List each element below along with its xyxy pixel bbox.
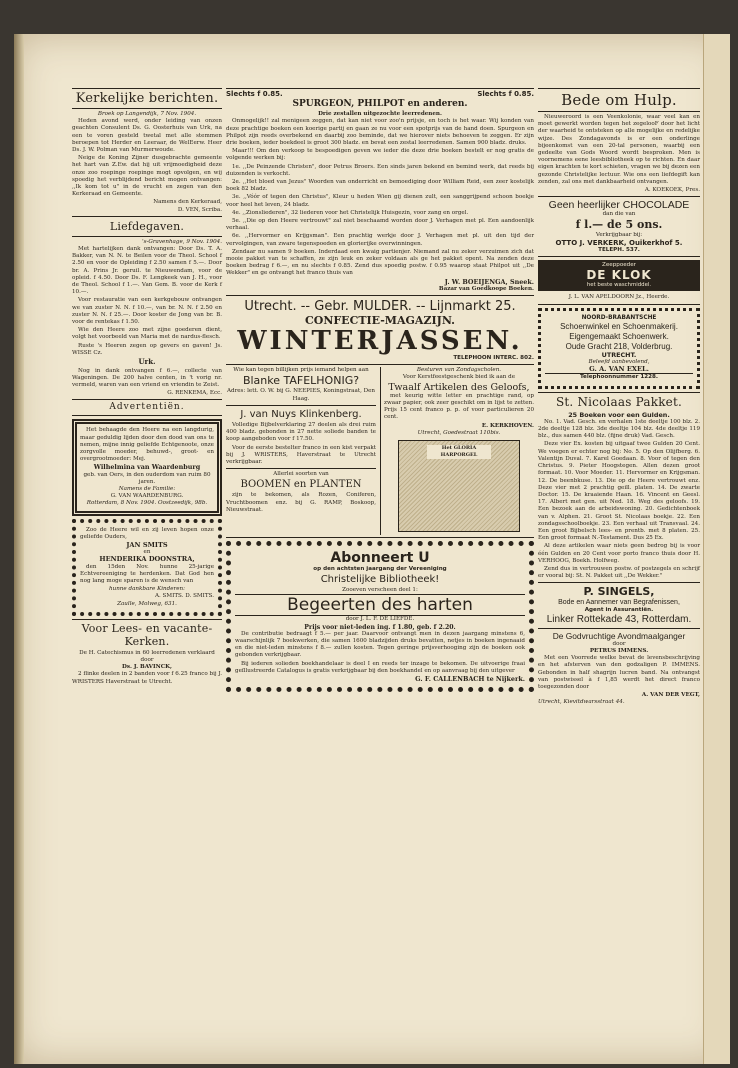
spurgeon-subheading: Drie zestallen uitgezochte leerredenen.: [318, 111, 442, 118]
price-banner: [226, 91, 534, 98]
nb-note: Beleefd aanbevolend,: [588, 359, 650, 366]
divider: [538, 256, 700, 257]
kerk-heading: Kerkelijke berichten.: [75, 91, 219, 106]
anniversary-en: en: [143, 549, 151, 556]
nicolaas-text3: Al deze artikelen waar niets geen bedrog bij is voor één Gulden en 20 Cent voor porto franco thuis door H. VERHOOG, Boekh. Holfweg.: [538, 543, 700, 564]
column-middle: [226, 86, 534, 695]
mulder-telephone: TELEPHOON INTERC. 802.: [453, 355, 534, 362]
divider: [226, 88, 534, 89]
anniversary-place: Zaulle, Molweg, 631.: [117, 600, 177, 607]
nb-address: Oude Gracht 218, Volderbrug.: [565, 341, 673, 351]
advertenties-heading: Advertentiën.: [109, 402, 185, 413]
choc-verkrijgbaar: Verkrijgbaar bij:: [595, 232, 643, 239]
liefde-heading: Liefdegaven.: [109, 219, 185, 233]
divider: [72, 619, 222, 620]
kerk-signature: Namens den Kerkeraad,: [153, 199, 222, 206]
column-right: [538, 86, 700, 707]
nb-sub2: Eigengemaakt Schoenwerk.: [569, 331, 669, 341]
choc-title: Geen heerlijker CHOCOLADE: [548, 199, 690, 212]
zondag-place: Utrecht, Goedestraat 110bis.: [417, 429, 501, 436]
nuys-title: J. van Nuys Klinkenberg.: [240, 408, 362, 420]
nicolaas-text4: Zend dus in vertrouwen postw. of postzegels en schrijf er vooral bij: St. N. Pakket uit ,,De Wekker.": [538, 565, 700, 580]
nicolaas-heading: St. Nicolaas Pakket.: [555, 394, 683, 409]
zondag-pre: Besturen van Zondagscholen.: [416, 367, 502, 374]
de-klok-logo: [538, 260, 700, 291]
abon-price: Prijs voor niet-leden ing. f 1.80, geb. f 2.20.: [304, 623, 456, 631]
abon-sub2: Christelijke Bibliotheek!: [320, 574, 440, 586]
tafel-pre: Wie kan tegen billijken prijs iemand helpen aan: [233, 367, 369, 374]
divider: [538, 111, 700, 112]
death-notice-family: Namens de Familie:: [118, 486, 176, 493]
middle-ads-right: [380, 367, 534, 535]
price-right: Slechts f 0.85.: [477, 90, 534, 98]
spurgeon-list-item: 6e. ,,Hervormer en Krijgsman". Een prachtig werkje door J. Verhagen met pl. uit den tijd der vervolgingen, van zware tegenspoeden en glorierijke overwinningen.: [226, 233, 534, 247]
anniversary-family: hunne dankbare Kinderen:: [108, 586, 186, 593]
anniversary-text: Zoo de Heere wil en zij leven hopen onze geliefde Ouders,: [80, 526, 214, 540]
klok-top: Zeeppoeder: [602, 262, 636, 269]
liefde-dateline: 's-Gravenhage, 9 Nov. 1904.: [142, 238, 222, 245]
kerk-signature-name: D. VEN, Scriba.: [177, 206, 222, 213]
nb-city: UTRECHT.: [601, 350, 637, 359]
anniversary-name-2: HENDERIKA DOONSTRA,: [99, 555, 195, 564]
divider: [72, 216, 222, 217]
tafel-address: Adres: lett. O. W. bij G. NEEPIES, Koningstraat, Den Haag.: [226, 388, 376, 402]
abonneert-ad: [226, 541, 534, 692]
hulp-signature: A. KOEKOEK, Pres.: [644, 187, 700, 194]
nicolaas-text2: Deze vier Ex. kosten bij uitgaaf twee Gulden 20 Cent. We voegen er echter nog bij: No. 5. Op den Olijfberg. 6. Valentijn Duval. 7. Karel Goedaan. 8. Voor of tegen den Christus. 9. Pieter Hoogstegen. Allen dezen groot formaat. 10. Voor Moeder. 11. Hervormer en Krijgsman. 12. De beenbkuse. 13. Die op de Heere vertrouwt enz. Deze vier met 2 prachtig geill. platen. 14. De zwarte Doctor. 15. De kraaiende Haan. 16. Vincent en Geesl. 17. Albert met gen. uit Ned. 18. Weg des geloofs. 19. Een bezoek aan de arbeidswoning. 20. Gedichtenboek van v. Alphen. 21. Groot St. Nicolaas boekje. 22. Een zondagsschoolboekje. 23. Een verhaal uit Transvaal. 24. Een groot Bijbelsch lees- en prentb. met 8 platen. 25. Een groot formaat N.-Testament. Dus 25 Ex.: [538, 441, 700, 542]
singels-address: Linker Rottekade 43, Rotterdam.: [546, 613, 692, 625]
hulp-text: Nieuweroord is een Veenkolonie, waar veel kan en moet gewerkt worden tegen het zegelooF door het licht der waarheid te ontsteken op alle mogelijke en redelijke wijze. Des Zondagavonds is er een onderlinge bijeenkomst van een 20-tal personen, waarbij een gedeelte van Gods Woord wordt besproken. Men is voornemens eene leesbibliotheek op te richten. En daar eigen krachten te kort schieten, vragen we bij dezen een gezonde Christelijke lectuur. Wie ons een liefdegift kan zenden, zal ons met dankbaarheid ontvangen.: [538, 114, 700, 185]
spurgeon-list-item: 4e. ,,Zionsliederen", 32 liederen voor het Christelijk Huisgezin, voor zang en orgel.: [232, 209, 469, 216]
death-notice-name: Wilhelmina van Waardenburg: [93, 463, 201, 472]
mulder-winterjassen: WINTERJASSEN.: [237, 326, 523, 357]
harmonium-illustration: [398, 440, 520, 532]
nb-title: NOORD-BRABANTSCHE: [581, 314, 657, 321]
spurgeon-list-item: 5e. ,,Die op den Heere vertrouwt" zal niet beschaamd worden door J. Verhagen met pl. Een aandoenlijk verhaal.: [226, 218, 534, 232]
divider: [226, 364, 534, 365]
divider: [538, 582, 700, 583]
liefde-signature: Ruste 's Heeren zegen op gevers en gaven! Js. WISSE Cz.: [72, 342, 222, 356]
divider: [538, 196, 700, 197]
lees-author: Ds. J. BAVINCK,: [122, 664, 172, 671]
divider: [226, 295, 534, 296]
zondag-title: Twaalf Artikelen des Geloofs,: [388, 381, 530, 393]
avond-text: Met een Voorrede welke bevat de levensbeschrijving en het afsterven van den godzaligen P. IMMENS. Gebonden in half shagrijn lucren band. Na ontvangst van postwissel à f 1,85 werdt het direct franco toegezonden door: [538, 655, 700, 690]
middle-ads-row: [226, 367, 534, 535]
klok-maker: J. L. VAN APELDOORN Jz., Heerde.: [568, 294, 670, 301]
abon-book: Begeerten des harten: [235, 594, 525, 616]
divider: [538, 392, 700, 393]
boomen-text: zijn te bekomen, als Rozen, Coniferen, Vruchtboomen enz. bij G. RAMP, Boskoop, Nieuwstraat.: [226, 492, 376, 513]
lees-heading: Voor Lees- en vacante-Kerken.: [81, 621, 213, 648]
abon-signature: G. F. CALLENBACH te Nijkerk.: [415, 674, 525, 683]
nb-sub1: Schoenwinkel en Schoenmakerij.: [560, 321, 678, 331]
nb-signature: G. A. VAN EXEL.: [589, 365, 649, 374]
anniversary-name-1: JAN SMITS: [126, 541, 168, 550]
divider: [538, 88, 700, 89]
death-notice-text2: geb. van Oers, in den ouderdom van ruim 80 jaren.: [83, 471, 211, 485]
choc-sub: dan die van: [602, 211, 636, 218]
death-notice-date: Rotterdam, 8 Nov. 1904. Oostzeedijk, 98b.: [86, 500, 208, 507]
mulder-subheading: CONFECTIE-MAGAZIJN.: [304, 314, 456, 328]
liefde-paragraph: Met hartelijken dank ontvangen: Door Ds. T. A. Bakker, van N. N. te Beilen voor de Theol. School f 2.50 en voor de Opleiding f 2.50 samen f 5.—. Door br. A. Prins Jr. geruil. te Nieuwendam, voor de opleid. f 4.50. Door Ds. F. Lengkeek van J. H., voor de Theol. School f 1.—. Van Gem. B. voor de Kerk f 10.—.: [72, 246, 222, 296]
choc-shop: OTTO J. VERKERK, Ouikerkhof 5.: [555, 238, 683, 247]
divider: [538, 304, 700, 305]
spurgeon-signature-2: Bazar van Goedkoope Boeken.: [438, 285, 534, 292]
spurgeon-heading: SPURGEON, PHILPOT en anderen.: [292, 99, 468, 110]
nicolaas-text: No. 1. Vad. Gesch. en verhalen 1ste deeltje 100 blz. 2. 2de deeltje 128 blz. 3de deeltje 104 blz. 4de deeltje 119 blz., dus samen 440 blz. (fijne druk) Vad. Gesch.: [538, 418, 700, 440]
divider: [226, 468, 376, 469]
anniversary-notice: [72, 519, 222, 616]
anniversary-children: A. SMITS. D. SMITS.: [154, 593, 214, 600]
tafel-title: Blanke TAFELHONIG?: [242, 374, 360, 388]
choc-telephone: TELEPH. 537.: [598, 246, 640, 253]
newspaper-page: [14, 34, 730, 1064]
zondag-head: Voor Kerstfeestgeschenk bied ik aan de: [402, 374, 516, 381]
abon-sub3: Zooeven verscheen deel 1:: [342, 587, 418, 594]
page-fold-edge: [14, 34, 24, 1064]
spurgeon-list-item: 1e. ,,De Peinzende Christen", door Petrus Broers. Een sinds jaren bekend en bemind werk, dat reeds bij duizenden is verkocht.: [226, 163, 534, 177]
abon-author: door J. L. F. DE LIEFDE.: [345, 616, 415, 623]
urk-paragraph: Nog in dank ontvangen f 6.—, collecte van Wageningen. De 200 halve centen, in 't vorig nr. vermeld, waren van een vriend en vriendin te Zeist.: [72, 367, 222, 388]
anniversary-text2: den 15den Nov. hunne 25-jarige Echtvereeniging te herdenken. Dat God hen nog lang moge sparen is de wensch van: [80, 563, 214, 585]
klok-name: DE KLOK: [586, 268, 652, 283]
avond-author: PETRUS IMMENS.: [589, 647, 649, 654]
spurgeon-text: Onmogelijk!! zal menigeen zeggen, dat kan niet voor zoo'n prijsje, en toch is het waar. Wij konden van deze prachtige boeken een koerige partij en gaan ze nu voor een spotprijs van de hand doen. Spurgeon en Philpot zijn reeds overbekend en daarbij zoo beminde, dat we hierover niets behoeven te zeggen. Er zijn drie boeken, ieder boekdeel is groot 300 bladz. en bevat een zestal leerredenen. Samen 900 bladz. druks.: [226, 118, 534, 147]
zondag-text: met keurig witte letter en prachtige rand, op zwaar papier, ook zeer geschikt om in lijst te zetten. Prijs 15 cent franco p. p. of voor particulieren 20 cent.: [384, 392, 534, 421]
abon-sub1: op den achtsten jaargang der Vereeniging: [313, 565, 447, 572]
death-notice: [72, 419, 222, 515]
death-notice-signature: G. VAN WAARDENBURG.: [110, 493, 184, 500]
urk-signature: G. RENKEMA, Ecc.: [167, 390, 222, 397]
spurgeon-text2: Maar!!! Om den verkoop te bespoedigen geven we ieder die deze drie boeken bestelt er nog gratis de volgende werken bij:: [226, 148, 534, 162]
spurgeon-text3: Zendaar nu samen 9 boeken. Inderdaad een kwaig partienjer. Niemand zal nu zeker verzuimen zich dat mooie pakket van te schaffen, ze zijn leuk en zeker voldaan als ge het pakket opent. Na zenden deze boeken bedrag f 6.—, en nu slechts f 0.85. Zend dus spoedig postw. f 0.95 waarop staat Philpot uit ,,De Wekker" en ge ontvangt het franco thuis van: [226, 248, 534, 277]
price-left: Slechts f 0.85.: [226, 90, 283, 98]
divider: [72, 108, 222, 109]
nuys-kort: Voor de eerste bestelter franco in een kist verpakt bij J. WRISTERS, Haverstraat te Utrecht verkrijgbaar.: [226, 444, 376, 465]
singels-sub: Bode en Aannemer van Begrafenissen,: [558, 599, 680, 607]
mulder-header: Utrecht. -- Gebr. MULDER. -- Lijnmarkt 25.: [244, 299, 516, 315]
abon-title: Abonneert U: [330, 549, 430, 566]
divider: [226, 537, 534, 538]
divider: [72, 415, 222, 416]
adjacent-page-strip: [703, 34, 730, 1064]
hulp-heading: Bede om Hulp.: [561, 91, 677, 109]
nicolaas-sub: 25 Boeken voor een Gulden.: [568, 410, 670, 419]
avond-door: door: [612, 640, 626, 647]
spurgeon-list-item: 3e. ,,Vóór of tegen den Christus", Kleur u heden Wien gij dienen zult, een sanggrijpend schoon boekje voor heel het leven, 24 bladz.: [226, 194, 534, 208]
liefde-paragraph: Wie den Heere zoo met zijne goederen dient, volgt het voorbeeld van Maria met de nardus-flesch.: [72, 327, 222, 341]
urk-heading: Urk.: [138, 357, 156, 367]
choc-price: f l.— de 5 ons.: [575, 218, 663, 232]
singels-title: P. SINGELS,: [583, 585, 655, 599]
schoen-ad: [538, 308, 700, 389]
avond-title: De Godvruchtige Avondmaalganger: [552, 630, 686, 641]
liefde-paragraph: Voor restauratie van een kerkgebouw ontvangen we van zuster N. N. f 10.—, van br. N. N. f 2.50 en zuster N. N. f 25.—. Door koster de Jong van br. B. voor de rentekas f 1.50.: [72, 297, 222, 326]
kerk-dateline: Broek op Langendijk, 7 Nov. 1904.: [97, 111, 197, 117]
divider: [226, 405, 376, 406]
spurgeon-list-item: 2e. ,,Het bloed van Jezus" Woorden van onderricht en bemoediging door William Reid, een zeer kostelijk boek 82 bladz.: [226, 179, 534, 193]
nuys-text: Volledige Bijbelverklaring 27 deelen als drei ruim 400 bladz. gebonden in 27 nette soliede banden te koop aangeboden voor f 17.50.: [226, 421, 376, 443]
boomen-pre: Allerlei soorten van: [273, 471, 329, 478]
column-left: [72, 86, 222, 687]
middle-ads-left: [226, 367, 376, 535]
nb-telephone: Telephoonnummer 1228.: [545, 373, 693, 381]
boomen-title: BOOMEN en PLANTEN: [240, 479, 362, 491]
lees-text2: 2 flinke deelen in 2 banden voor f 6.25 franco bij J. WRISTERS Haverstraat te Utrecht.: [72, 671, 222, 685]
kerk-paragraph: Heden avond werd, onder leiding van onzen geachten Consulent Ds. G. Oosterhuis van Urk, na een te voren gesteld twetal met alle stemmen beroepen tot Herder en Leeraar, de WelEerw. Heer Ds. J. W. Polman van Murmerwoude.: [72, 118, 222, 154]
pic-caption: Het GLORIA HARPORGEL: [427, 445, 491, 459]
divider: [538, 628, 700, 629]
klok-sub: het beste waschmiddel.: [586, 282, 652, 289]
singels-agent: Agent in Assurantiën.: [584, 606, 654, 613]
zondag-signature: E. KERKHOVEN.: [481, 422, 534, 429]
kerk-paragraph: Neige de Koning Zijner dusgebrachte gemeente het hart van Z.Ew. dat hij uit vrijmoedigheid deze onze zoo roepinge roepinge mogt opvolgen, en wij spoedig het verblijdend bericht mogen ontvangen: ,,Ik kom tot u" in de vrucht en zegen van den Kerkeraad en Gemeente.: [72, 155, 222, 198]
divider: [72, 88, 222, 89]
death-notice-text: Het behaagde den Heere na een langdurig, maar geduldig lijden door den dood van ons te nemen, mijne innig geliefde Echtgenoote, onze zorgvolle moeder, behuwd-, groot- en overgrootmoeder: Mej.: [80, 427, 214, 463]
spurgeon-signature: J. W. BOEIJENGA, Sneek.: [444, 277, 534, 286]
abon-text2: Bij iederen solieden boekhandelaar is deel I en reeds ter inzage te bekomen. De uitvoerige fraai geïllustreerde Catalogus is gratis verkrijgbaar bij den boekhandel en op aanvraag bij den uitgever: [235, 660, 525, 674]
divider: [72, 399, 222, 400]
abon-text: De contributie bedraagt f 5.— per jaar. Daarvoor ontvangt men in dezen jaargang minstens 6, waarschijnlijk 7 boekwerken, die samen 1600 bladzijden druks bevatten, netjes in boeken ingenaaid en die niet-leden minstens f 8.— zullen kosten. Tegen geringe prijsverhooging zijn de boeken ook gebonden verkrijgbaar.: [235, 630, 525, 659]
divider: [72, 236, 222, 237]
avond-place: Utrecht, Kievitdwarsstraat 44.: [538, 699, 625, 706]
lees-text: De H. Catechismus in 60 leerredenen verklaard door: [79, 649, 215, 664]
avond-signature: A. VAN DER VEGT,: [641, 692, 700, 699]
